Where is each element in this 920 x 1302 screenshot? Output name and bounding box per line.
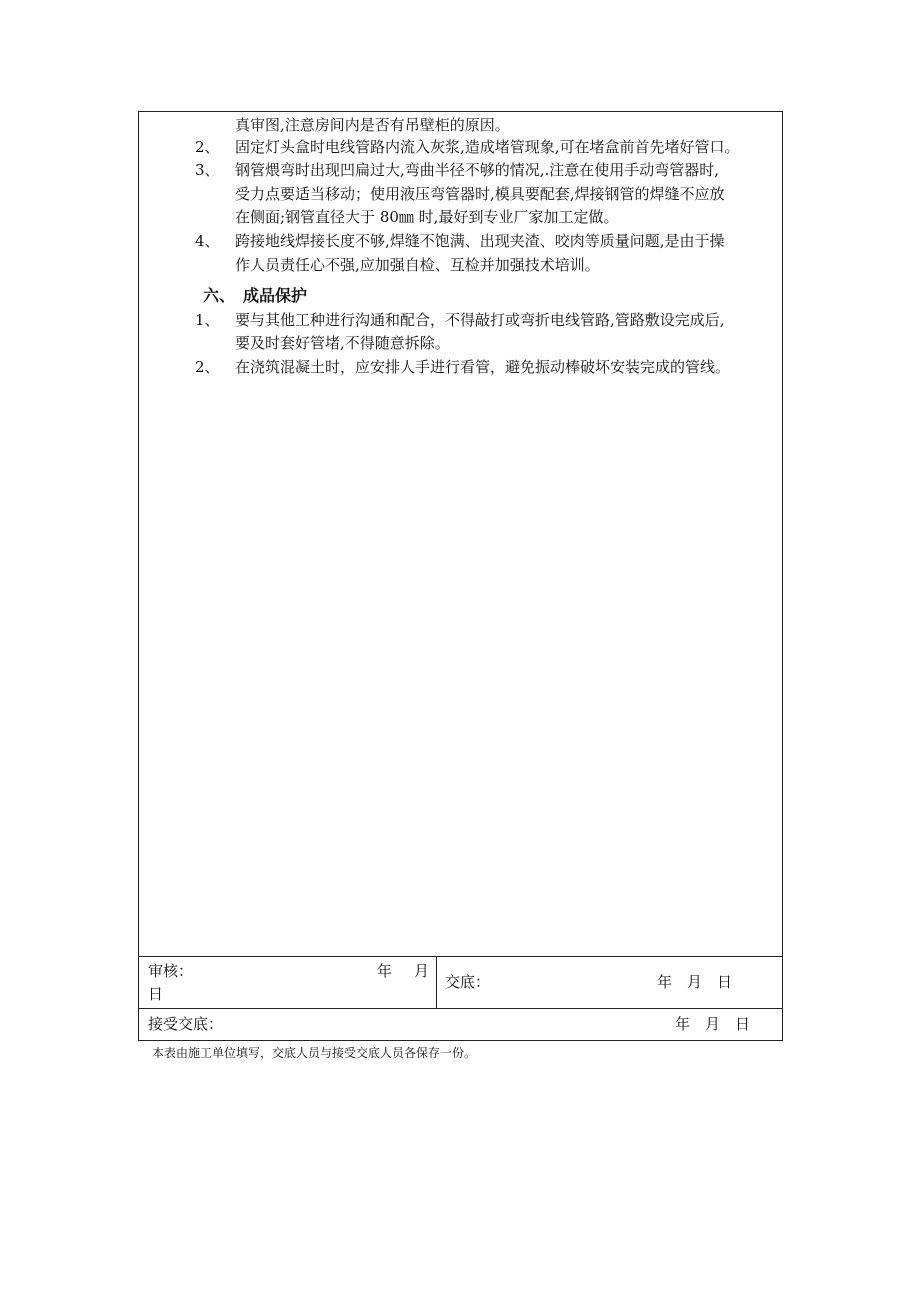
form-footnote: 本表由施工单位填写，交底人员与接受交底人员各保存一份。 xyxy=(152,1046,477,1060)
item-number: 4、 xyxy=(195,232,220,250)
item-text-line: 跨接地线焊接长度不够,焊缝不饱满、出现夹渣、咬肉等质量问题,是由于操 xyxy=(235,232,725,250)
item-text-line: 钢管煨弯时出现凹扁过大,弯曲半径不够的情况,.注意在使用手动弯管器时, xyxy=(235,161,720,179)
receive-label: 接受交底： xyxy=(148,1015,224,1033)
cell-divider xyxy=(436,956,437,1008)
item-number: 2、 xyxy=(195,358,220,376)
item-number: 2、 xyxy=(195,138,220,156)
handover-date: 年 月 日 xyxy=(657,973,733,991)
section-number: 六、 xyxy=(203,286,236,305)
handover-label: 交底： xyxy=(445,973,491,991)
item-text-line: 要及时套好管堵,不得随意拆除。 xyxy=(235,334,450,352)
item-text-line: 作人员责任心不强,应加强自检、互检并加强技术培训。 xyxy=(235,256,600,274)
signature-row-review-handover xyxy=(139,956,782,1009)
review-label: 审核： xyxy=(148,962,194,980)
receive-date: 年 月 日 xyxy=(675,1015,751,1033)
item-text-line: 在浇筑混凝土时，应安排人手进行看管，避免振动棒破坏安装完成的管线。 xyxy=(235,358,731,376)
item1-continuation: 真审图,注意房间内是否有吊壁柜的原因。 xyxy=(235,116,510,134)
item-text-line: 固定灯头盒时电线管路内流入灰浆,造成堵管现象,可在堵盒前首先堵好管口。 xyxy=(235,138,740,156)
form-content-cell xyxy=(139,112,782,957)
technical-disclosure-form xyxy=(138,111,783,1041)
review-year: 年 xyxy=(377,962,393,980)
signature-row-receive xyxy=(139,1009,782,1040)
item-number: 1、 xyxy=(195,311,220,329)
item-text-line: 在侧面;钢管直径大于 80㎜ 时,最好到专业厂家加工定做。 xyxy=(235,208,619,226)
review-month: 月 xyxy=(414,962,430,980)
section-title: 成品保护 xyxy=(243,286,308,305)
review-day: 日 xyxy=(148,985,164,1003)
item-text-line: 受力点要适当移动；使用液压弯管器时,模具要配套,焊接钢管的焊缝不应放 xyxy=(235,185,725,203)
item-text-line: 要与其他工种进行沟通和配合，不得敲打或弯折电线管路,管路敷设完成后, xyxy=(235,311,725,329)
item-number: 3、 xyxy=(195,161,220,179)
